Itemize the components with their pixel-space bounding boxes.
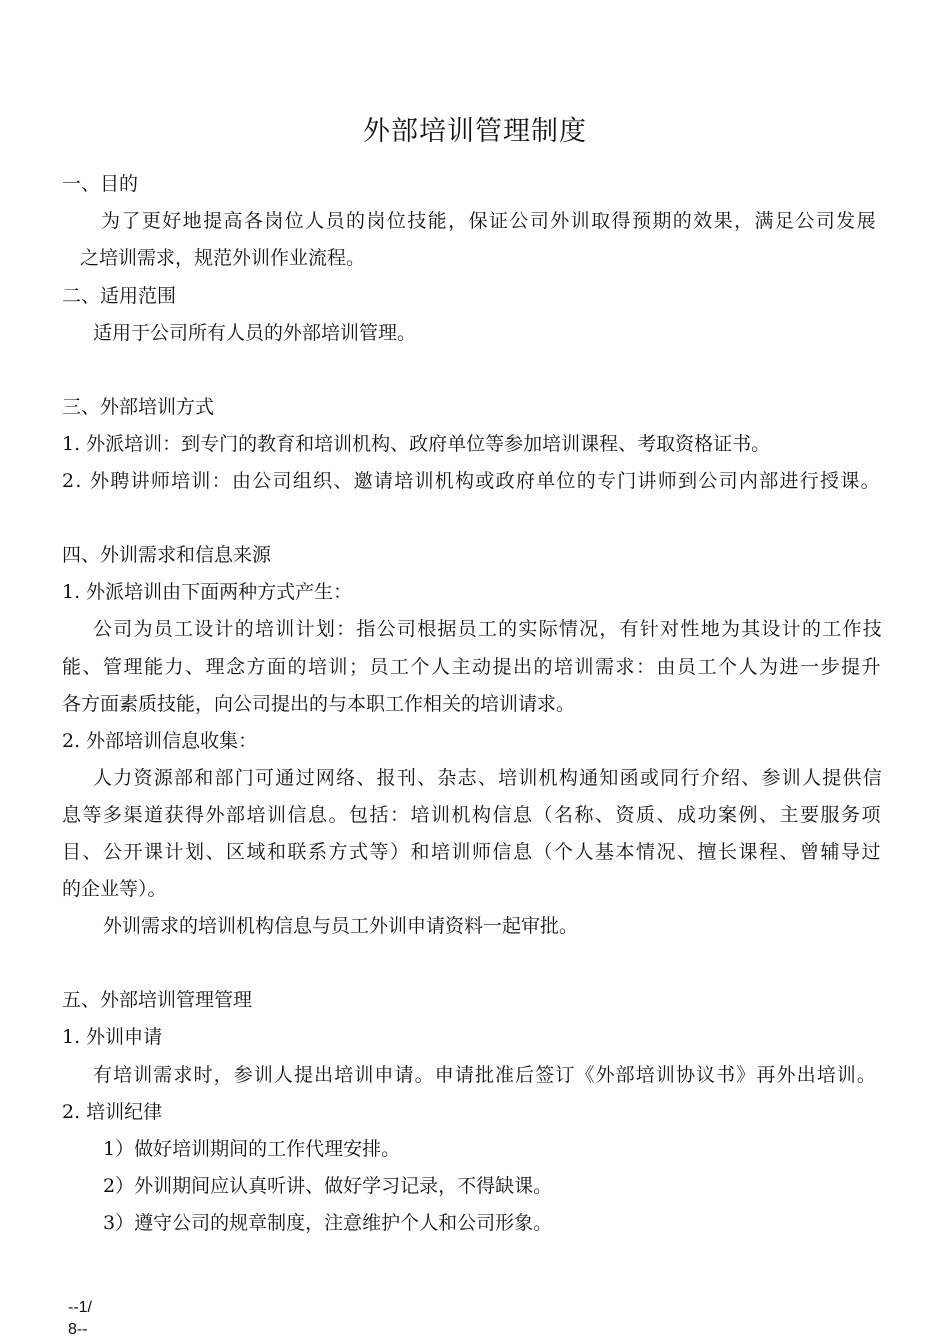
paragraph-line: 为了更好地提高各岗位人员的岗位技能，保证公司外训取得预期的效果，满足公司发展 <box>101 210 878 232</box>
section-heading-management: 五、外部培训管理管理 <box>62 989 253 1011</box>
list-item: 2. 外聘讲师培训：由公司组织、邀请培训机构或政府单位的专门讲师到公司内部进行授课。 <box>62 470 881 492</box>
paragraph-line: 息等多渠道获得外部培训信息。包括：培训机构信息（名称、资质、成功案例、主要服务项 <box>62 804 883 826</box>
list-item: 1. 外派培训：到专门的教育和培训机构、政府单位等参加培训课程、考取资格证书。 <box>62 433 771 455</box>
section-heading-scope: 二、适用范围 <box>62 285 177 307</box>
document-title: 外部培训管理制度 <box>363 116 587 147</box>
paragraph-line: 各方面素质技能，向公司提出的与本职工作相关的培训请求。 <box>62 693 576 715</box>
paragraph-line: 外训需求的培训机构信息与员工外训申请资料一起审批。 <box>103 915 579 937</box>
paragraph-line: 人力资源部和部门可通过网络、报刊、杂志、培训机构通知函或同行介绍、参训人提供信 <box>93 767 884 789</box>
list-item: 1. 外训申请 <box>62 1026 163 1048</box>
paragraph-line: 目、公开课计划、区域和联系方式等）和培训师信息（个人基本情况、擅长课程、曾辅导过 <box>62 841 883 863</box>
list-item: 2. 外部培训信息收集： <box>62 730 258 752</box>
list-item: 2）外训期间应认真听讲、做好学习记录，不得缺课。 <box>103 1175 553 1197</box>
paragraph-line: 适用于公司所有人员的外部培训管理。 <box>93 322 417 344</box>
section-heading-methods: 三、外部培训方式 <box>62 396 215 418</box>
section-heading-purpose: 一、目的 <box>62 173 139 195</box>
section-heading-sources: 四、外训需求和信息来源 <box>62 544 272 566</box>
list-item: 3）遵守公司的规章制度，注意维护个人和公司形象。 <box>103 1212 553 1234</box>
list-item: 2. 培训纪律 <box>62 1101 163 1123</box>
paragraph-line: 之培训需求，规范外训作业流程。 <box>80 247 366 269</box>
list-item: 1. 外派培训由下面两种方式产生： <box>62 581 353 603</box>
paragraph-line: 有培训需求时，参训人提出培训申请。申请批准后签订《外部培训协议书》再外出培训。 <box>93 1064 878 1086</box>
page-number-line1: --1/ <box>68 1299 92 1316</box>
paragraph-line: 能、管理能力、理念方面的培训；员工个人主动提出的培训需求：由员工个人为进一步提升 <box>62 656 883 678</box>
page-number-line2: 8-- <box>68 1321 88 1338</box>
paragraph-line: 的企业等）。 <box>62 878 167 900</box>
paragraph-line: 公司为员工设计的培训计划：指公司根据员工的实际情况，有针对性地为其设计的工作技 <box>93 618 884 640</box>
list-item: 1）做好培训期间的工作代理安排。 <box>103 1138 401 1160</box>
